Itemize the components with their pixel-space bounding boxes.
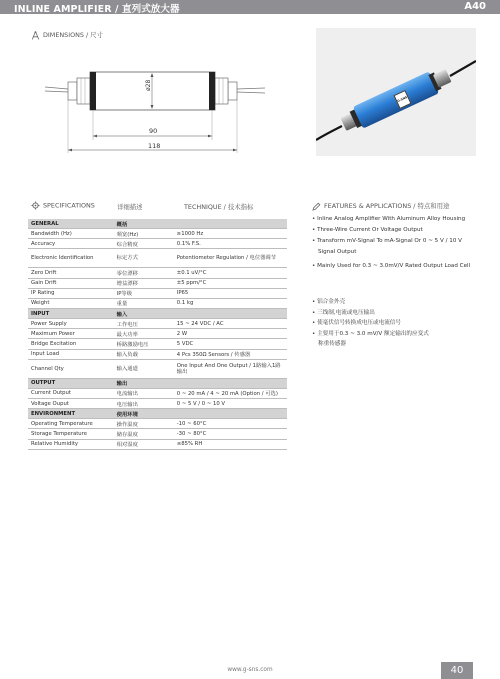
parameter-cell: Operating Temperature [28,419,114,429]
page-title: INLINE AMPLIFIER / 直列式放大器 [14,4,180,15]
parameter-cell: INPUT [28,308,114,318]
parameter-cell: Relative Humidity [28,439,114,449]
table-row [28,429,287,439]
header-bar [0,0,500,14]
parameter-cell: Gain Drift [28,278,114,288]
parameter-cell: Bandwidth (Hz) [28,229,114,239]
table-row [28,349,287,359]
description-cell: 工作电压 [114,319,174,329]
value-cell: -10 ~ 60°C [174,419,287,429]
parameter-cell: Accuracy [28,239,114,249]
parameter-cell: Power Supply [28,319,114,329]
total-length-label: 118 [148,142,161,150]
compass-icon [31,31,40,40]
description-cell: 输入通道 [114,359,174,378]
features-list-cn [312,297,429,350]
description-cell: 重量 [114,298,174,308]
description-cell: 电压输出 [114,398,174,408]
feature-item-cn: • 三线制,电流或电压输出 [312,309,375,316]
value-cell: 4 Pcs 350Ω Sensors / 传感器 [174,349,287,359]
parameter-cell: Zero Drift [28,268,114,278]
table-row [28,278,287,288]
description-cell: 相对湿度 [114,439,174,449]
technique-heading: TECHNIQUE / 技术指标 [184,203,254,211]
table-group-row [28,409,287,419]
feature-item: • Mainly Used for 0.3 ~ 3.0mV/V Rated Output Load Cell [312,263,471,269]
value-cell: One Input And One Output / 1路输入1路输出 [174,359,287,378]
parameter-cell: Current Output [28,388,114,398]
table-row [28,229,287,239]
table-row [28,268,287,278]
table-row [28,319,287,329]
description-cell: 最大功率 [114,329,174,339]
value-cell: ≤85% RH [174,439,287,449]
parameter-cell: ENVIRONMENT [28,409,114,419]
description-cell: 电流输出 [114,388,174,398]
value-cell: 0.1 kg [174,298,287,308]
description-cell: 零位漂移 [114,268,174,278]
parameter-cell: Voltage Ouput [28,398,114,408]
description-cell: 标定方式 [114,249,174,268]
description-cell: 概括 [114,219,174,229]
footer-url: www.g-sns.com [227,667,273,673]
parameter-cell: OUTPUT [28,378,114,388]
parameter-cell: Bridge Excitation [28,339,114,349]
value-cell: ±5 ppm/°C [174,278,287,288]
description-cell: 桥路激励电压 [114,339,174,349]
table-row [28,439,287,449]
value-cell: 0.1% F.S. [174,239,287,249]
description-heading: 详细描述 [117,203,143,211]
parameter-cell: Channel Qty [28,359,114,378]
parameter-cell: Input Load [28,349,114,359]
description-cell: 输出 [114,378,174,388]
value-cell: IP65 [174,288,287,298]
features-list-en [312,214,470,272]
feature-item: • Transform mV-Signal To mA-Signal Or 0 ~ 5 V / 10 V [312,238,463,244]
value-cell [174,219,287,229]
description-cell: 储存温度 [114,429,174,439]
parameter-cell: GENERAL [28,219,114,229]
value-cell: ≥1000 Hz [174,229,287,239]
product-photo [316,28,476,156]
table-row [28,298,287,308]
table-row [28,249,287,268]
value-cell: 0 ~ 20 mA / 4 ~ 20 mA (Option / 可选) [174,388,287,398]
brand-label: G-SNS [393,90,411,109]
specifications-heading: SPECIFICATIONS [31,201,95,210]
table-row [28,398,287,408]
features-heading: FEATURES & APPLICATIONS / 特点和用途 [312,201,449,211]
description-cell: 增益漂移 [114,278,174,288]
feature-item-cn: • 铝合金外壳 [312,299,346,305]
feature-item-cn-continued: 称重传感器 [318,341,346,348]
feature-item: • Inline Analog Amplifier With Aluminum Alloy Housing [312,216,466,222]
model-code: A40 [464,1,486,12]
table-row [28,359,287,378]
description-cell: 输入负载 [114,349,174,359]
description-cell: 综合精度 [114,239,174,249]
parameter-cell: Storage Temperature [28,429,114,439]
value-cell: ±0.1 uV/°C [174,268,287,278]
table-row [28,239,287,249]
parameter-cell: Maximum Power [28,329,114,339]
description-cell: IP等级 [114,288,174,298]
value-cell [174,409,287,419]
description-cell: 操作温度 [114,419,174,429]
feature-item: • Three-Wire Current Or Voltage Output [312,227,423,233]
table-row [28,419,287,429]
table-group-row [28,378,287,388]
value-cell [174,378,287,388]
body-length-label: 90 [149,127,158,135]
value-cell: 5 VDC [174,339,287,349]
page-number: 40 [441,662,473,679]
diameter-label: ø28 [145,79,152,91]
amplifier-image [316,28,476,156]
table-row [28,339,287,349]
value-cell: 0 ~ 5 V / 0 ~ 10 V [174,398,287,408]
parameter-cell: Electronic Identification [28,249,114,268]
specifications-table [28,219,287,450]
gear-icon [31,201,40,210]
parameter-cell: Weight [28,298,114,308]
value-cell: 15 ~ 24 VDC / AC [174,319,287,329]
table-row [28,288,287,298]
description-cell: 使用环境 [114,409,174,419]
table-row [28,388,287,398]
value-cell: -30 ~ 80°C [174,429,287,439]
description-cell: 频宽(Hz) [114,229,174,239]
value-cell: 2 W [174,329,287,339]
dimensions-heading: DIMENSIONS / 尺寸 [31,30,103,40]
table-group-row [28,308,287,318]
value-cell [174,308,287,318]
parameter-cell: IP Rating [28,288,114,298]
table-row [28,329,287,339]
description-cell: 输入 [114,308,174,318]
value-cell: Potentiometer Regulation / 电位器调节 [174,249,287,268]
table-group-row [28,219,287,229]
pencil-icon [312,202,321,211]
feature-item-cn: • 使毫伏信号转换成电压或电流信号 [312,320,401,327]
feature-item-cn: • 主要用于0.3 ~ 3.0 mV/V 额定输出的应变式 [312,330,429,337]
feature-item-continued: Signal Output [318,249,357,255]
